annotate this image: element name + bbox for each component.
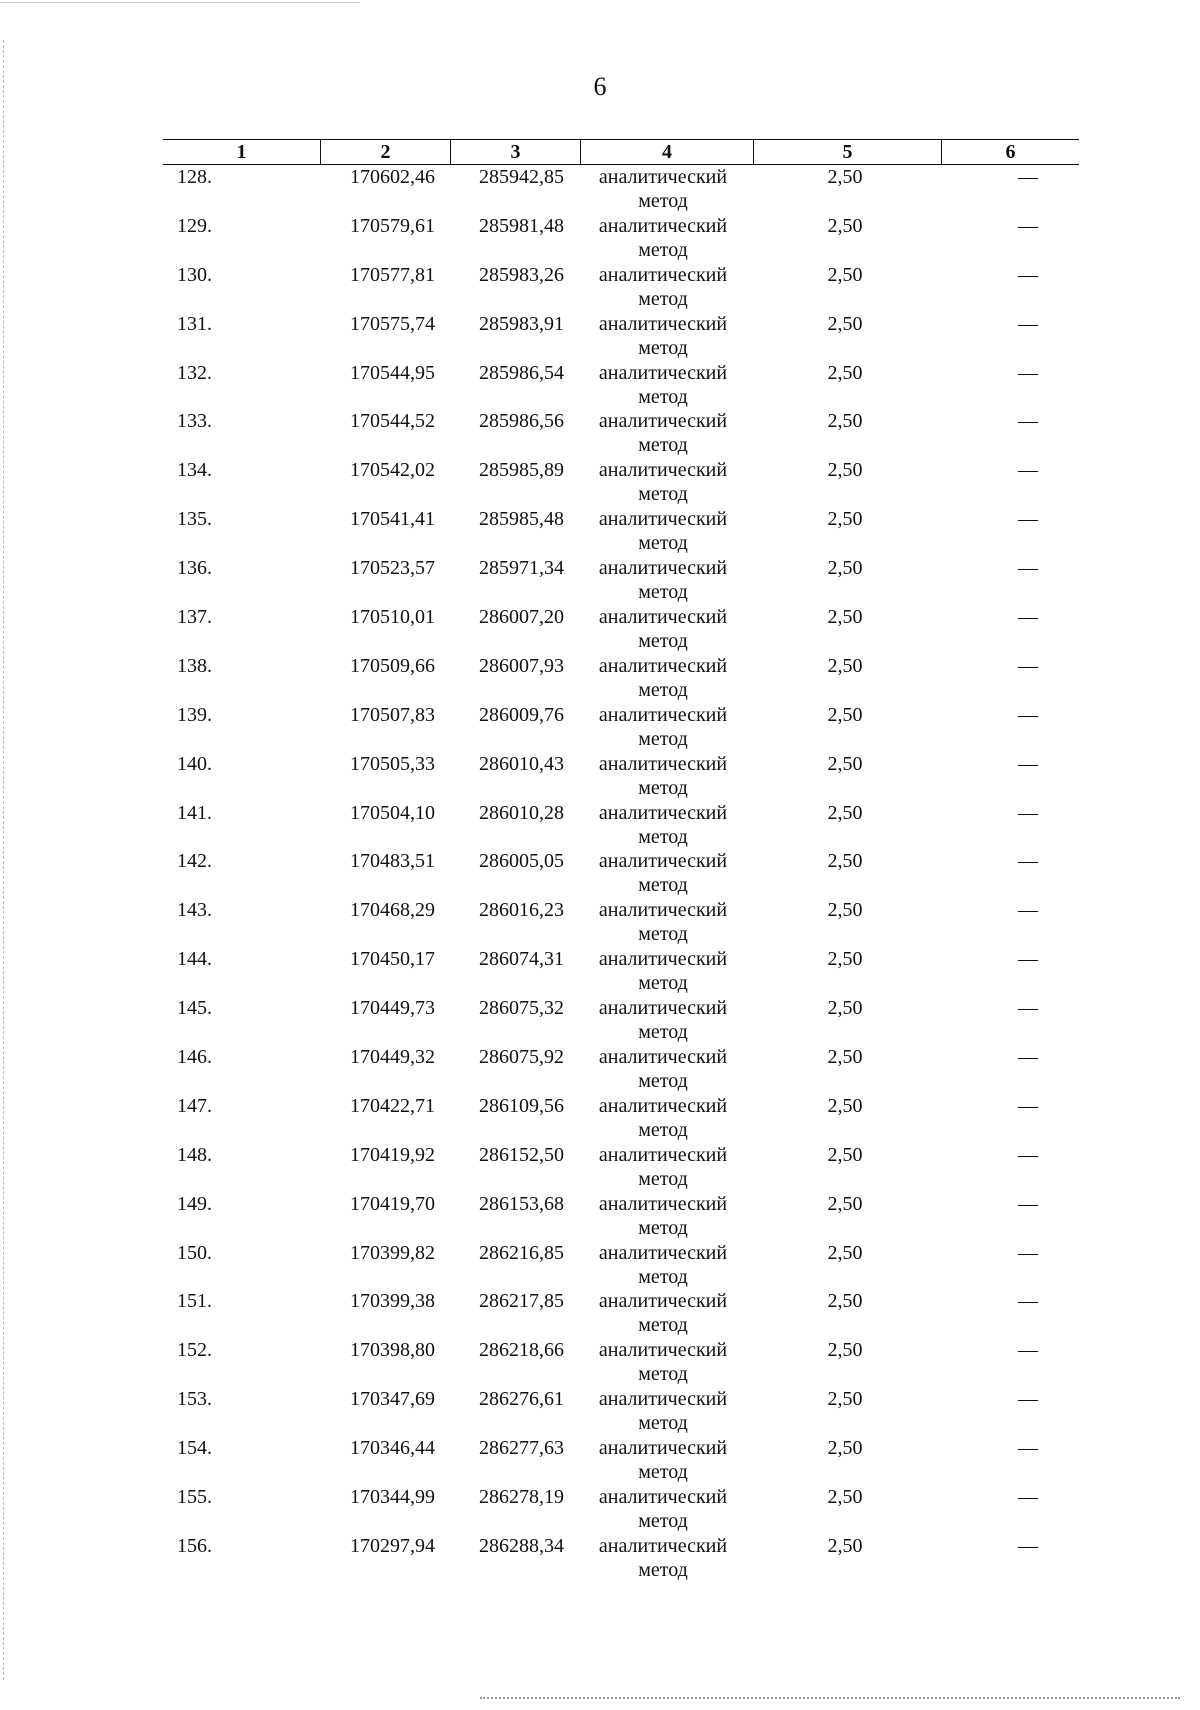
extra-column: — — [1018, 263, 1038, 286]
column-header-6: 6 — [941, 140, 1079, 164]
coordinate-y: 285983,91 — [479, 312, 564, 335]
coordinate-y: 286276,61 — [479, 1388, 564, 1411]
accuracy-value: 2,50 — [827, 997, 863, 1020]
method — [588, 1045, 738, 1093]
method-line-1: аналитический — [598, 263, 728, 286]
coordinate-y: 286075,92 — [479, 1046, 564, 1069]
method — [588, 898, 738, 946]
extra-column: — — [1018, 997, 1038, 1020]
coordinate-y: 286109,56 — [479, 1094, 564, 1117]
extra-column: — — [1018, 361, 1038, 384]
method-line-1: аналитический — [598, 1534, 728, 1557]
coordinate-x: 170544,95 — [350, 361, 435, 384]
coordinate-y: 285985,89 — [479, 459, 564, 482]
extra-column: — — [1018, 166, 1038, 188]
table-row — [0, 1143, 1200, 1192]
method — [588, 654, 738, 702]
method-line-1: аналитический — [598, 459, 728, 482]
coordinate-x: 170483,51 — [350, 850, 435, 873]
table-row — [0, 1338, 1200, 1387]
table-body — [0, 165, 1200, 1583]
method-line-2: метод — [638, 923, 688, 946]
extra-column: — — [1018, 1290, 1038, 1313]
method-line-1: аналитический — [598, 997, 728, 1020]
point-number: 133. — [177, 410, 212, 433]
method — [588, 214, 738, 262]
table-row — [0, 605, 1200, 654]
accuracy-value: 2,50 — [827, 801, 863, 824]
coordinate-x: 170419,70 — [350, 1192, 435, 1215]
table-row — [0, 1094, 1200, 1143]
table-row — [0, 947, 1200, 996]
coordinate-y: 285981,48 — [479, 214, 564, 237]
table-row — [0, 1387, 1200, 1436]
method-line-2: метод — [638, 972, 688, 995]
extra-column: — — [1018, 752, 1038, 775]
extra-column: — — [1018, 1192, 1038, 1215]
method-line-2: метод — [638, 1216, 688, 1239]
extra-column: — — [1018, 948, 1038, 971]
point-number: 140. — [177, 752, 212, 775]
method-line-1: аналитический — [598, 1094, 728, 1117]
coordinate-y: 285985,48 — [479, 508, 564, 531]
method-line-2: метод — [638, 532, 688, 555]
method — [588, 1534, 738, 1582]
method-line-2: метод — [638, 1461, 688, 1484]
table-row — [0, 214, 1200, 263]
coordinate-x: 170510,01 — [350, 606, 435, 629]
extra-column: — — [1018, 654, 1038, 677]
method-line-1: аналитический — [598, 899, 728, 922]
point-number: 129. — [177, 214, 212, 237]
table-row — [0, 1534, 1200, 1583]
coordinate-x: 170505,33 — [350, 752, 435, 775]
method-line-1: аналитический — [598, 1388, 728, 1411]
coordinate-x: 170346,44 — [350, 1437, 435, 1460]
point-number: 128. — [177, 166, 212, 188]
coordinate-x: 170542,02 — [350, 459, 435, 482]
extra-column: — — [1018, 410, 1038, 433]
method-line-2: метод — [638, 776, 688, 799]
method — [588, 1387, 738, 1435]
method-line-2: метод — [638, 1021, 688, 1044]
coordinate-y: 286277,63 — [479, 1437, 564, 1460]
coordinate-y: 286218,66 — [479, 1339, 564, 1362]
method — [588, 947, 738, 995]
table-row — [0, 801, 1200, 850]
coordinate-y: 286007,20 — [479, 606, 564, 629]
method — [588, 605, 738, 653]
point-number: 134. — [177, 459, 212, 482]
accuracy-value: 2,50 — [827, 1046, 863, 1069]
method-line-1: аналитический — [598, 703, 728, 726]
point-number: 142. — [177, 850, 212, 873]
table-row — [0, 165, 1200, 214]
table-row — [0, 1192, 1200, 1241]
accuracy-value: 2,50 — [827, 1192, 863, 1215]
coordinate-y: 285986,56 — [479, 410, 564, 433]
table-row — [0, 556, 1200, 605]
table-row — [0, 849, 1200, 898]
method-line-2: метод — [638, 825, 688, 848]
method — [588, 1289, 738, 1337]
point-number: 135. — [177, 508, 212, 531]
accuracy-value: 2,50 — [827, 1486, 863, 1509]
coordinate-y: 285983,26 — [479, 263, 564, 286]
column-header-5: 5 — [753, 140, 941, 164]
method-line-1: аналитический — [598, 410, 728, 433]
method-line-1: аналитический — [598, 1143, 728, 1166]
accuracy-value: 2,50 — [827, 850, 863, 873]
method-line-1: аналитический — [598, 1486, 728, 1509]
accuracy-value: 2,50 — [827, 899, 863, 922]
extra-column: — — [1018, 606, 1038, 629]
point-number: 139. — [177, 703, 212, 726]
coordinate-y: 286009,76 — [479, 703, 564, 726]
point-number: 148. — [177, 1143, 212, 1166]
method-line-2: метод — [638, 1412, 688, 1435]
coordinate-x: 170422,71 — [350, 1094, 435, 1117]
accuracy-value: 2,50 — [827, 1241, 863, 1264]
method — [588, 312, 738, 360]
coordinate-y: 286010,43 — [479, 752, 564, 775]
accuracy-value: 2,50 — [827, 654, 863, 677]
method — [588, 1436, 738, 1484]
accuracy-value: 2,50 — [827, 1094, 863, 1117]
extra-column: — — [1018, 1534, 1038, 1557]
method-line-1: аналитический — [598, 1290, 728, 1313]
accuracy-value: 2,50 — [827, 752, 863, 775]
method-line-2: метод — [638, 1265, 688, 1288]
method-line-2: метод — [638, 1558, 688, 1581]
method-line-2: метод — [638, 336, 688, 359]
coordinate-y: 286074,31 — [479, 948, 564, 971]
method — [588, 1338, 738, 1386]
coordinate-x: 170449,73 — [350, 997, 435, 1020]
table-row — [0, 409, 1200, 458]
method-line-1: аналитический — [598, 654, 728, 677]
coordinate-y: 285942,85 — [479, 166, 564, 188]
point-number: 156. — [177, 1534, 212, 1557]
method-line-2: метод — [638, 581, 688, 604]
method-line-2: метод — [638, 727, 688, 750]
method-line-1: аналитический — [598, 1437, 728, 1460]
column-header-3: 3 — [450, 140, 580, 164]
accuracy-value: 2,50 — [827, 410, 863, 433]
page-number: 6 — [593, 72, 607, 101]
extra-column: — — [1018, 214, 1038, 237]
method — [588, 1485, 738, 1533]
extra-column: — — [1018, 1486, 1038, 1509]
coordinate-y: 285971,34 — [479, 557, 564, 580]
method-line-2: метод — [638, 630, 688, 653]
method — [588, 752, 738, 800]
coordinate-x: 170575,74 — [350, 312, 435, 335]
coordinate-x: 170577,81 — [350, 263, 435, 286]
coordinate-y: 286288,34 — [479, 1534, 564, 1557]
coordinate-y: 286005,05 — [479, 850, 564, 873]
point-number: 136. — [177, 557, 212, 580]
method-line-2: метод — [638, 434, 688, 457]
accuracy-value: 2,50 — [827, 214, 863, 237]
table-row — [0, 1289, 1200, 1338]
point-number: 154. — [177, 1437, 212, 1460]
point-number: 131. — [177, 312, 212, 335]
method-line-1: аналитический — [598, 1192, 728, 1215]
method-line-2: метод — [638, 1510, 688, 1533]
column-header-1: 1 — [236, 141, 247, 163]
coordinate-y: 286152,50 — [479, 1143, 564, 1166]
table-row — [0, 703, 1200, 752]
table-header — [163, 139, 1079, 165]
method-line-2: метод — [638, 874, 688, 897]
accuracy-value: 2,50 — [827, 703, 863, 726]
method-line-2: метод — [638, 287, 688, 310]
accuracy-value: 2,50 — [827, 166, 863, 188]
method-line-1: аналитический — [598, 1046, 728, 1069]
accuracy-value: 2,50 — [827, 1437, 863, 1460]
method — [588, 801, 738, 849]
method — [588, 703, 738, 751]
table-row — [0, 458, 1200, 507]
accuracy-value: 2,50 — [827, 1339, 863, 1362]
coordinate-y: 286016,23 — [479, 899, 564, 922]
extra-column: — — [1018, 1094, 1038, 1117]
point-number: 143. — [177, 899, 212, 922]
method-line-1: аналитический — [598, 606, 728, 629]
accuracy-value: 2,50 — [827, 606, 863, 629]
accuracy-value: 2,50 — [827, 508, 863, 531]
point-number: 152. — [177, 1339, 212, 1362]
method — [588, 507, 738, 555]
accuracy-value: 2,50 — [827, 1143, 863, 1166]
method-line-1: аналитический — [598, 801, 728, 824]
coordinate-x: 170344,99 — [350, 1486, 435, 1509]
method — [588, 409, 738, 457]
method — [588, 1241, 738, 1289]
coordinate-y: 286217,85 — [479, 1290, 564, 1313]
table-row — [0, 1241, 1200, 1290]
method-line-1: аналитический — [598, 508, 728, 531]
method-line-1: аналитический — [598, 948, 728, 971]
coordinate-y: 286010,28 — [479, 801, 564, 824]
coordinate-x: 170419,92 — [350, 1143, 435, 1166]
coordinate-y: 286278,19 — [479, 1486, 564, 1509]
accuracy-value: 2,50 — [827, 1534, 863, 1557]
coordinate-x: 170347,69 — [350, 1388, 435, 1411]
coordinate-x: 170399,38 — [350, 1290, 435, 1313]
method-line-2: метод — [638, 385, 688, 408]
table-row — [0, 996, 1200, 1045]
method-line-1: аналитический — [598, 312, 728, 335]
point-number: 153. — [177, 1388, 212, 1411]
method-line-2: метод — [638, 678, 688, 701]
method-line-2: метод — [638, 1167, 688, 1190]
extra-column: — — [1018, 1437, 1038, 1460]
accuracy-value: 2,50 — [827, 557, 863, 580]
coordinate-y: 286007,93 — [479, 654, 564, 677]
table-row — [0, 263, 1200, 312]
table-row — [0, 1485, 1200, 1534]
accuracy-value: 2,50 — [827, 263, 863, 286]
coordinate-x: 170507,83 — [350, 703, 435, 726]
extra-column: — — [1018, 459, 1038, 482]
point-number: 155. — [177, 1486, 212, 1509]
coordinate-y: 286075,32 — [479, 997, 564, 1020]
scan-edge-top — [0, 2, 360, 4]
extra-column: — — [1018, 850, 1038, 873]
point-number: 150. — [177, 1241, 212, 1264]
table-row — [0, 1045, 1200, 1094]
coordinate-x: 170449,32 — [350, 1046, 435, 1069]
extra-column: — — [1018, 703, 1038, 726]
method — [588, 849, 738, 897]
method-line-1: аналитический — [598, 1339, 728, 1362]
extra-column: — — [1018, 1339, 1038, 1362]
coordinate-x: 170399,82 — [350, 1241, 435, 1264]
point-number: 149. — [177, 1192, 212, 1215]
table-row — [0, 507, 1200, 556]
method-line-1: аналитический — [598, 166, 728, 188]
point-number: 144. — [177, 948, 212, 971]
method — [588, 361, 738, 409]
coordinate-x: 170523,57 — [350, 557, 435, 580]
point-number: 130. — [177, 263, 212, 286]
method-line-2: метод — [638, 238, 688, 261]
method-line-2: метод — [638, 483, 688, 506]
method — [588, 165, 738, 213]
table-row — [0, 1436, 1200, 1485]
extra-column: — — [1018, 1143, 1038, 1166]
coordinate-y: 286216,85 — [479, 1241, 564, 1264]
method-line-1: аналитический — [598, 752, 728, 775]
point-number: 146. — [177, 1046, 212, 1069]
extra-column: — — [1018, 312, 1038, 335]
point-number: 141. — [177, 801, 212, 824]
scan-edge-bottom — [480, 1697, 1180, 1700]
method-line-1: аналитический — [598, 361, 728, 384]
coordinate-x: 170504,10 — [350, 801, 435, 824]
method — [588, 458, 738, 506]
coordinate-x: 170579,61 — [350, 214, 435, 237]
extra-column: — — [1018, 1241, 1038, 1264]
method-line-2: метод — [638, 190, 688, 212]
coordinate-x: 170468,29 — [350, 899, 435, 922]
table-row — [0, 898, 1200, 947]
extra-column: — — [1018, 508, 1038, 531]
table-row — [0, 312, 1200, 361]
accuracy-value: 2,50 — [827, 1290, 863, 1313]
extra-column: — — [1018, 1046, 1038, 1069]
coordinate-x: 170297,94 — [350, 1534, 435, 1557]
table-row — [0, 752, 1200, 801]
method-line-1: аналитический — [598, 1241, 728, 1264]
extra-column: — — [1018, 557, 1038, 580]
accuracy-value: 2,50 — [827, 1388, 863, 1411]
coordinate-y: 286153,68 — [479, 1192, 564, 1215]
point-number: 137. — [177, 606, 212, 629]
coordinate-x: 170509,66 — [350, 654, 435, 677]
method-line-2: метод — [638, 1314, 688, 1337]
method — [588, 556, 738, 604]
method — [588, 263, 738, 311]
coordinate-x: 170450,17 — [350, 948, 435, 971]
table-row — [0, 361, 1200, 410]
method-line-2: метод — [638, 1118, 688, 1141]
coordinate-x: 170398,80 — [350, 1339, 435, 1362]
coordinate-y: 285986,54 — [479, 361, 564, 384]
coordinate-x: 170602,46 — [350, 166, 435, 188]
extra-column: — — [1018, 899, 1038, 922]
method — [588, 996, 738, 1044]
accuracy-value: 2,50 — [827, 312, 863, 335]
point-number: 151. — [177, 1290, 212, 1313]
table-row — [0, 654, 1200, 703]
method — [588, 1192, 738, 1240]
accuracy-value: 2,50 — [827, 948, 863, 971]
accuracy-value: 2,50 — [827, 459, 863, 482]
method — [588, 1143, 738, 1191]
point-number: 145. — [177, 997, 212, 1020]
extra-column: — — [1018, 1388, 1038, 1411]
column-header-4: 4 — [580, 140, 753, 164]
method-line-2: метод — [638, 1070, 688, 1093]
point-number: 138. — [177, 654, 212, 677]
coordinate-x: 170541,41 — [350, 508, 435, 531]
method-line-1: аналитический — [598, 850, 728, 873]
point-number: 132. — [177, 361, 212, 384]
extra-column: — — [1018, 801, 1038, 824]
coordinate-x: 170544,52 — [350, 410, 435, 433]
method — [588, 1094, 738, 1142]
column-header-2: 2 — [320, 140, 450, 164]
method-line-1: аналитический — [598, 557, 728, 580]
method-line-2: метод — [638, 1363, 688, 1386]
accuracy-value: 2,50 — [827, 361, 863, 384]
method-line-1: аналитический — [598, 214, 728, 237]
point-number: 147. — [177, 1094, 212, 1117]
